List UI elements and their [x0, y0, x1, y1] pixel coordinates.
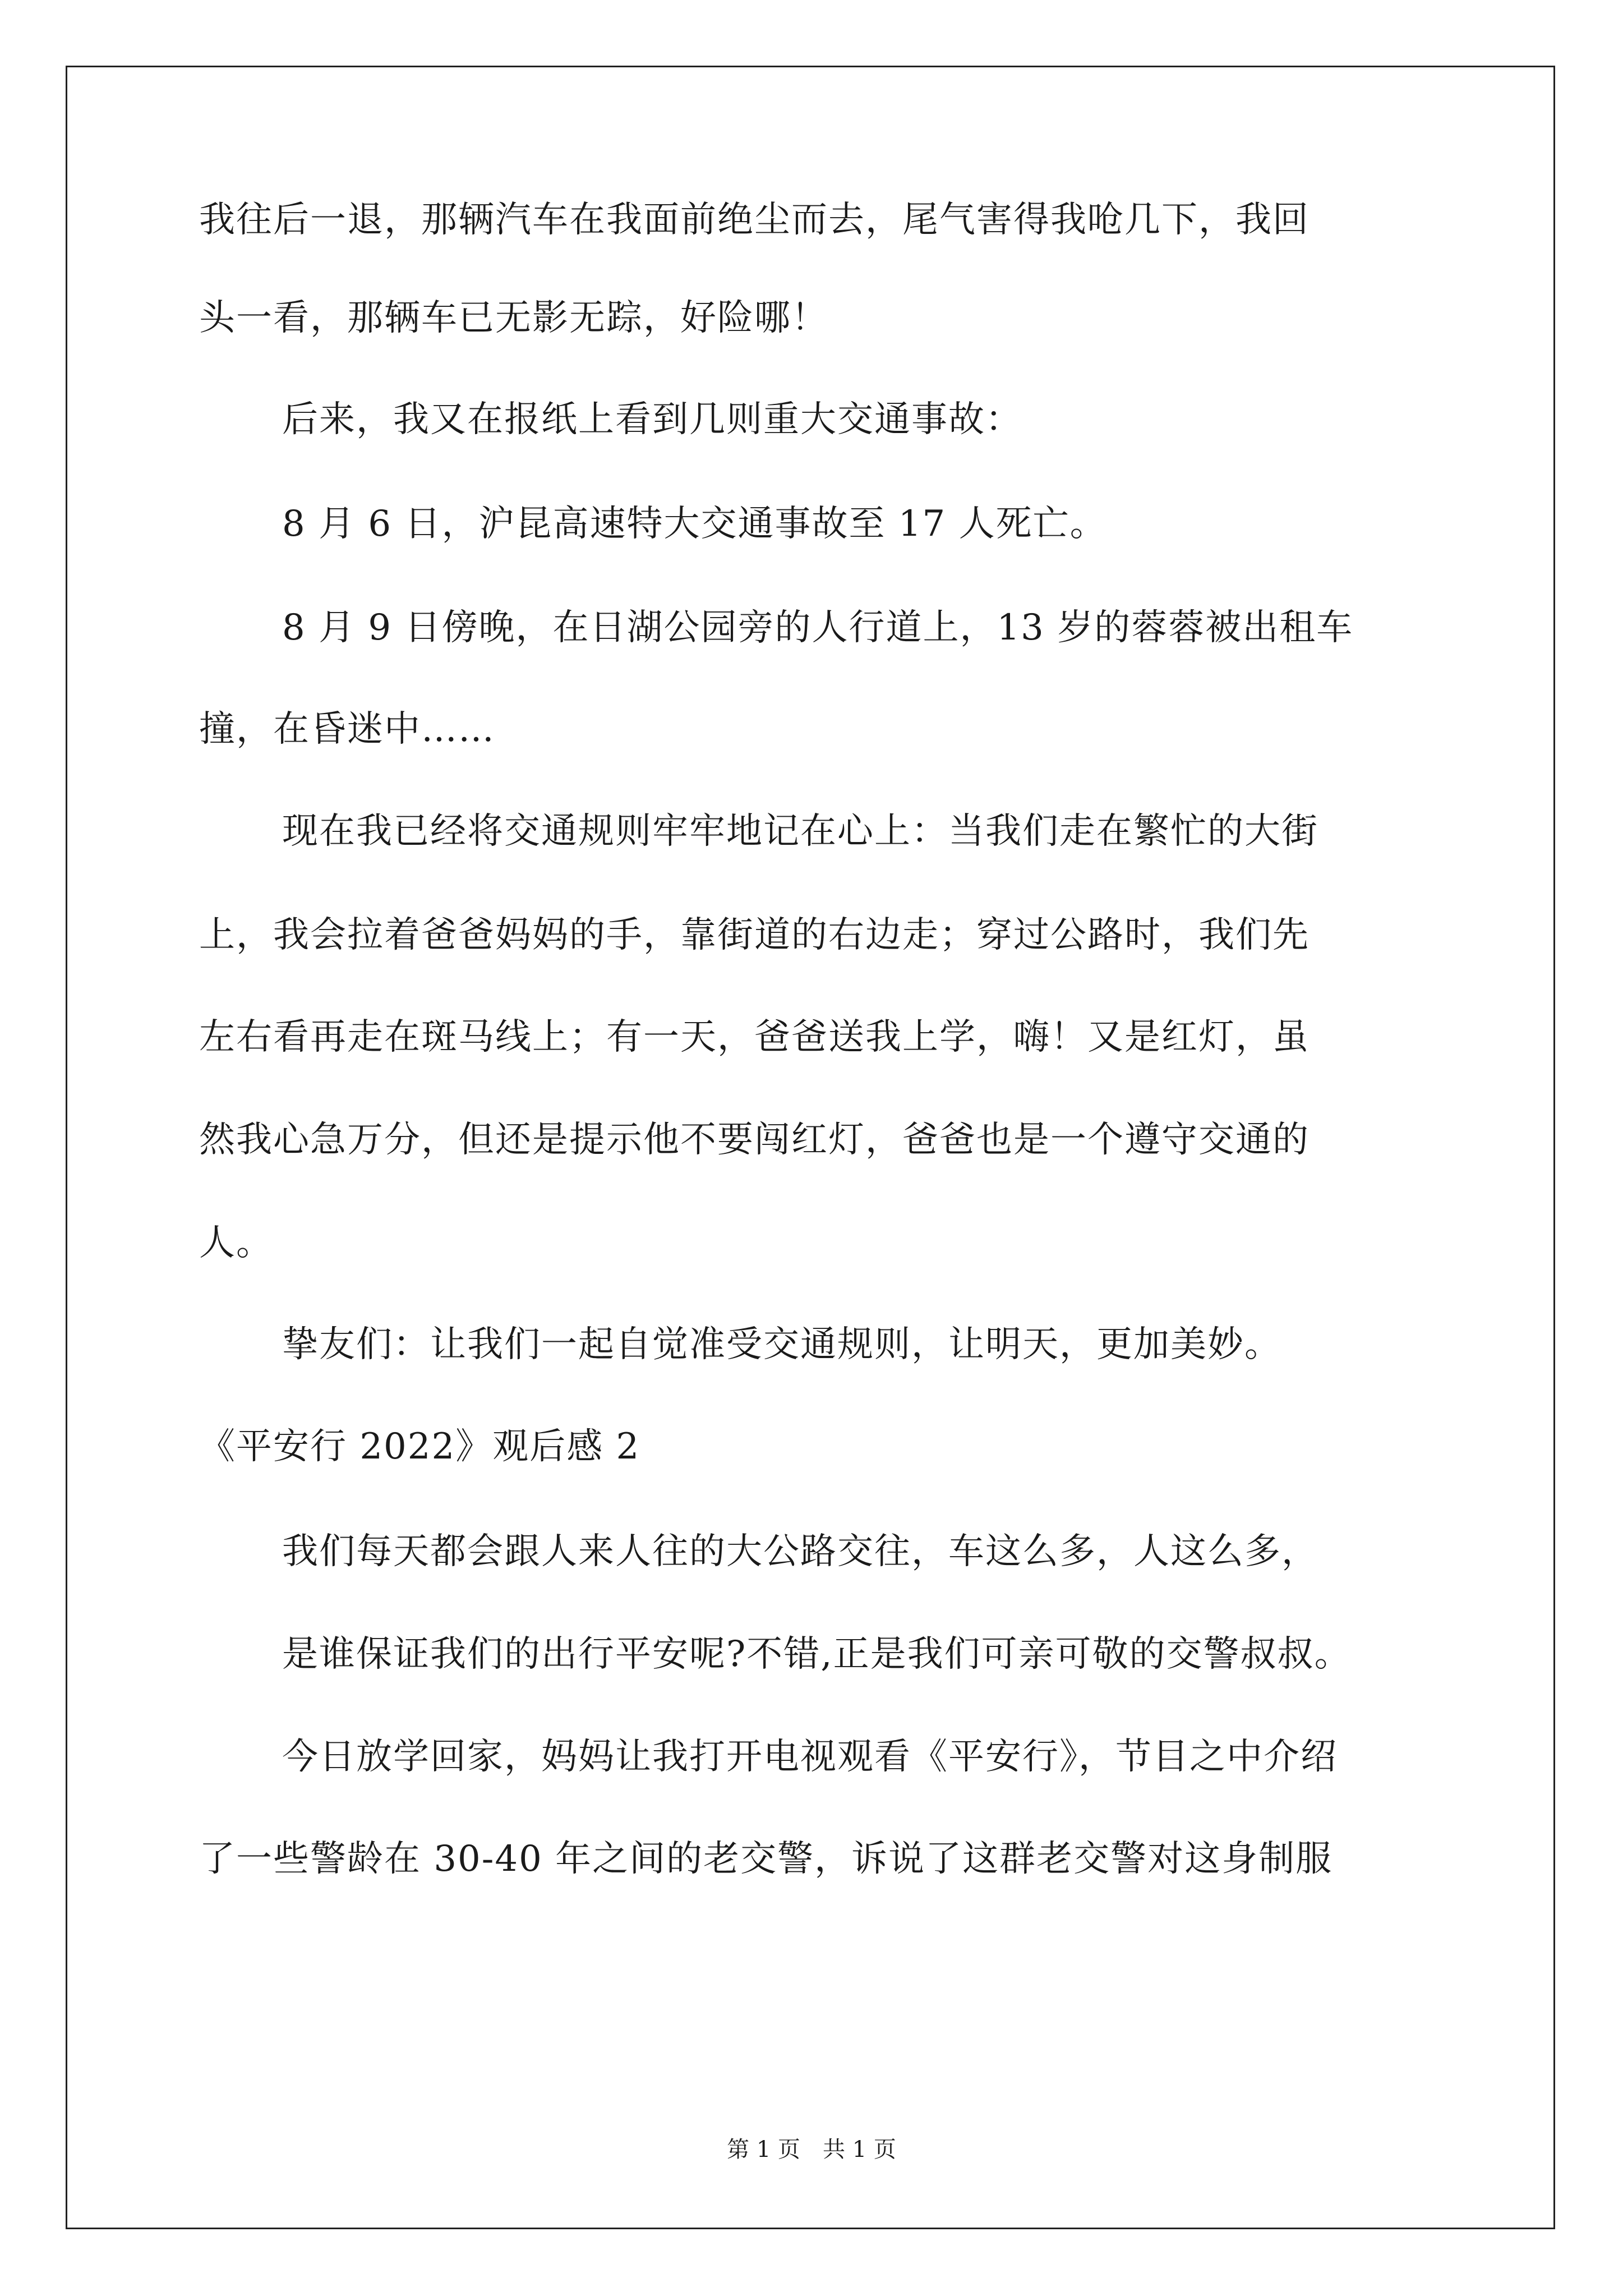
paragraph-line: 挚友们：让我们一起自觉准受交通规则，让明天，更加美妙。	[282, 1324, 1281, 1365]
page-footer: 第 1 页 共 1 页	[727, 2137, 896, 2162]
paragraph-line: 8 月 6 日，沪昆高速特大交通事故至 17 人死亡。	[282, 503, 1107, 545]
text-line: 人。	[199, 1222, 273, 1264]
paragraph-line: 我们每天都会跟人来人往的大公路交往，车这么多，人这么多，	[282, 1531, 1318, 1572]
text-line: 了一些警龄在 30-40 年之间的老交警，诉说了这群老交警对这身制服	[199, 1838, 1333, 1880]
text-line: 上，我会拉着爸爸妈妈的手，靠街道的右边走；穿过公路时，我们先	[199, 914, 1310, 956]
text-line: 头一看，那辆车已无影无踪，好险哪！	[199, 297, 828, 339]
text-line: 左右看再走在斑马线上；有一天，爸爸送我上学，嗨！又是红灯，虽	[199, 1016, 1310, 1058]
paragraph-line: 今日放学回家，妈妈让我打开电视观看《平安行》，节目之中介绍	[282, 1736, 1338, 1778]
text-line: 我往后一退，那辆汽车在我面前绝尘而去，尾气害得我呛几下，我回	[199, 199, 1310, 241]
paragraph-line: 8 月 9 日傍晚，在日湖公园旁的人行道上，13 岁的蓉蓉被出租车	[282, 607, 1354, 648]
paragraph-line: 现在我已经将交通规则牢牢地记在心上：当我们走在繁忙的大街	[282, 811, 1318, 852]
text-line: 然我心急万分，但还是提示他不要闯红灯，爸爸也是一个遵守交通的	[199, 1119, 1310, 1161]
section-heading: 《平安行 2022》观后感 2	[199, 1426, 640, 1467]
paragraph-line: 是谁保证我们的出行平安呢?不错,正是我们可亲可敬的交警叔叔。	[282, 1634, 1352, 1675]
text-line: 撞，在昏迷中……	[199, 708, 495, 750]
paragraph-line: 后来，我又在报纸上看到几则重大交通事故：	[282, 399, 1022, 440]
